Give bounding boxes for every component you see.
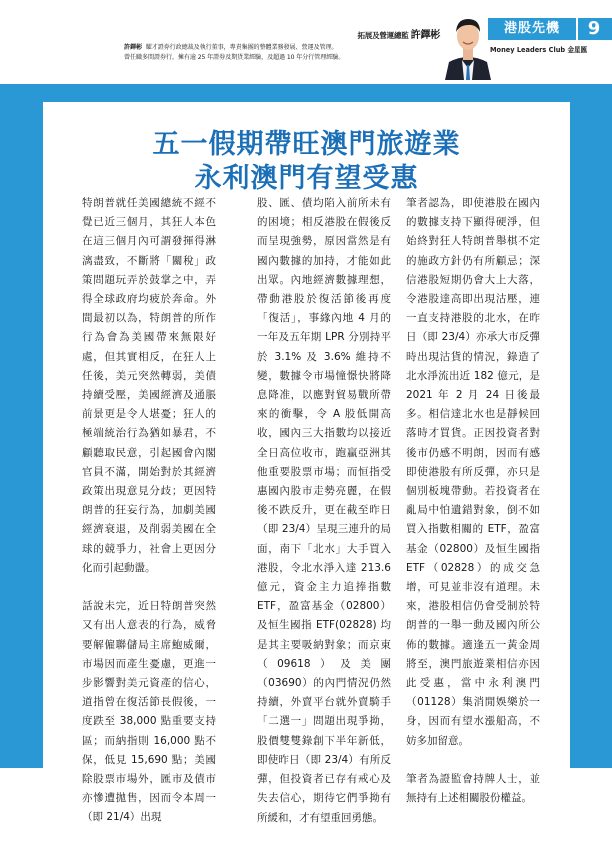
column-title: 港股先機 [503,21,560,36]
disclaimer: 筆者為證監會持牌人士，並無持有上述相關股份權益。 [406,773,540,805]
author-bio [124,43,442,63]
bio-line-1: 許鐸彬 耀才證券行政總裁及執行董事，專責集團的整體業務發展、營運及管理。 [124,44,338,51]
paragraph: 股、匯、債均陷入前所未有的困境；相反港股在假後反而呈現強勢，原因當然是有國內數據的加持，才能如此出眾。內地經濟數據理想，帶動港股於復活節後再度「復活」，事緣內地 4 月的一年及五年期 LPR 分別持平於 3.1% 及 3.6% 維持不變，數據令市場憧憬快將降息降准，以應對貿易戰所帶來的衝擊，令 A 股低開高收，國內三大指數均以接近全日高位收市，跑贏亞洲其他重要股票市場；而恒指受惠國內股市走勢亮麗，在假後不跌反升，更在截至昨日（即 23/4）呈現三連升的局面，南下「北水」大手買入港股，令北水淨入達 213.6 億元，資金主力追捧指數 ETF，盈富基金（02800）及恒生國指 ETF(02828) 均是其主要吸納對象；而京東（09618）及美團（03690）的內門情況仍然持續，外賣平台就外賣騎手「二選一」問題出現爭拗，股價雙雙錄創下半年新低，即使昨日（即 23/4）有所反彈，但投資者已存有戒心及失去信心，期待它們爭拗有所緩和，才有望重回勇態。 [257,197,391,824]
page-number: 9 [576,18,610,40]
bio-line-2: 曾任職多間證券行，擁有逾 25 年證券及期貨業經驗，及超過 10 年分行管理經驗。 [124,54,345,61]
author-portrait [443,10,493,80]
paragraph: 筆者認為，即使港股在國內的數據支持下顯得硬淨，但始終對狂人特朗普舉棋不定的施政方針仍有所顧忌；深信港股短期仍會大上大落，令港股達高即出現沽壓，連一直支持港股的北水，在昨日（即 23/4）亦承大市反彈時出現沽貨的情況，錄造了北水淨流出近 182 億元，是 2021 年 2 月 24 日後最多。相信達北水也是靜候回落時才買貨。正因投資者對後市仍感不明朗，因而有感即使港股有所反彈，亦只是個別板塊帶動。若投資者在亂局中怕遺錯對象，倒不如買入指數相關的 ETF，盈富基金（02800）及恒生國指 ETF（02828）的成交急增，可見並非沒有道理。未來，港股相信仍會受制於特朗普的一舉一動及國內所公佈的數據。適逢五一黃金周將至，澳門旅遊業相信亦因此受惠，當中永利澳門（01128）集消閒娛樂於一身，因而有望水漲船高，不妨多加留意。 [406,197,540,747]
author-name: 許鐸彬 [410,30,440,41]
author-role: 拓展及營運總監 [357,31,409,40]
paragraph: 話說未完，近日特朗普突然又有出人意表的行為，威脅要解僱聯儲局主席鮑威爾，市場因而產生憂慮，更進一步影響對美元資產的信心，道指曾在復活節長假後，一度跌至 38,000 點重要支持區；而納指則 16,000 點不保，低見 15,690 點；美國除股票市場外，匯市及債市亦慘遭拋售，因而令本周一（即 21/4）出現 [82,600,216,824]
article-column-2 [257,194,391,847]
author-byline [357,26,440,41]
page-header [0,0,612,84]
article-column-3 [406,194,540,828]
article-title-line-2: 永利澳門有望受惠 [194,163,419,194]
bio-name: 許鐸彬 [124,44,142,51]
article-column-1 [82,194,216,847]
article-title-line-1: 五一假期帶旺澳門旅遊業 [152,129,461,160]
column-banner [488,18,612,40]
club-name: Money Leaders Club 金星匯 [490,46,588,54]
article-panel [43,102,570,824]
paragraph: 特朗普就任美國總統不經不覺已近三個月，其狂人本色在這三個月內可謂發揮得淋漓盡致，不斷將「關稅」政策問題玩弄於鼓掌之中，弄得全球政府均疲於奔命。外間最初以為，特朗普的所作行為會為美國帶來無限好處，但其實相反，在狂人上任後，美元突然轉弱，美債持續受壓，美國經濟及通脹前景更是令人堪憂；狂人的極端統治行為猶如暴君，不顧聽取民意，引起國會內閣官員不滿，開始對於其經濟政策出現意見分歧；更因特朗普的狂妄行為，加劇美國經濟衰退，及削弱美國在全球的競爭力，社會上更因分化而引起動盪。 [82,197,216,574]
